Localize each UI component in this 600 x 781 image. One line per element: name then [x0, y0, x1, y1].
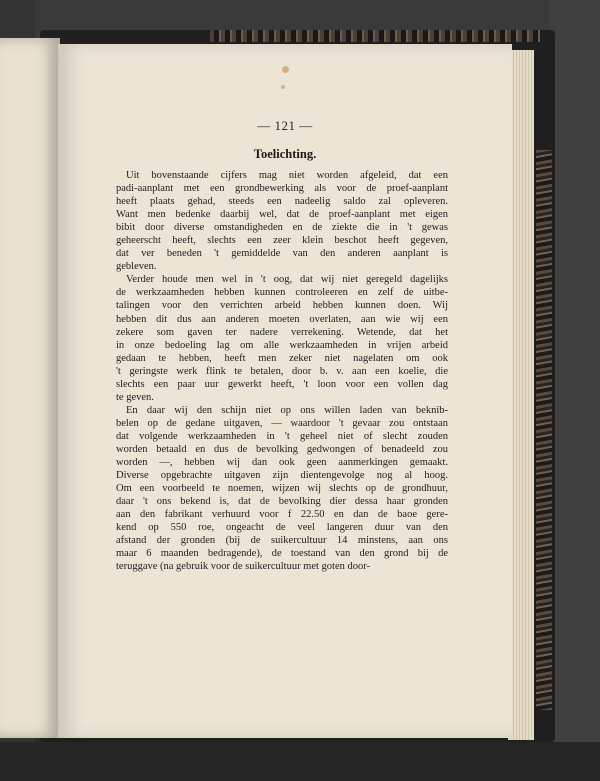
text-line: talingen voor den verrichten arbeid hebben kunnen doen. Wij	[116, 300, 448, 312]
text-line: te geven.	[116, 391, 154, 403]
book-cover-marbled-top	[210, 30, 540, 42]
left-page	[0, 38, 60, 738]
text-line: belen op de gedane uitgaven, — waardoor 't gevaar zou ontstaan	[116, 417, 448, 429]
book-cover-marbled-side	[536, 150, 552, 710]
text-line: En daar wij den schijn niet op ons willen laden van beknib-	[126, 404, 448, 416]
text-line: bibit door diverse omstandigheden en de ziekte die in 't gewas	[116, 222, 448, 234]
body-text	[116, 169, 448, 573]
text-line: gedaan te hebben, heeft men zeker niet nagelaten om ook	[116, 352, 448, 364]
text-line: afstand der gronden (bij de suikercultuur 14 minstens, aan ons	[116, 535, 448, 547]
text-line: Want men bedenke daarbij wel, dat de proef-aanplant met eigen	[116, 209, 448, 221]
background-bottom	[0, 742, 600, 781]
text-line: aan den fabrikant verhuurd voor f 22.50 en dan de baoe gere-	[116, 509, 448, 521]
foxing-spot	[281, 85, 285, 89]
text-line: kend op 550 roe, ongeacht de veel langeren duur van den	[116, 522, 448, 534]
text-line: gebleven.	[116, 261, 157, 273]
text-line: 't geringste werk flink te betalen, door b. v. aan een koelie, die	[116, 365, 448, 377]
text-line: worden betaald en dus de bevolking gedwongen of benadeeld zou	[116, 443, 448, 455]
text-line: worden —, hebben wij dan ook geen aanmerkingen gemaakt.	[116, 457, 448, 469]
section-heading: Toelichting.	[253, 147, 317, 161]
background-right	[550, 0, 600, 781]
text-line: Verder houde men wel in 't oog, dat wij niet geregeld dagelijks	[126, 274, 448, 286]
page-number: — 121 —	[257, 118, 313, 133]
text-line: Om een voorbeeld te noemen, wijzen wij slechts op de grondhuur,	[116, 483, 448, 495]
text-line: in onze bedoeling lag om alle werkzaamheden in vrijen arbeid	[116, 339, 448, 351]
text-line: Uit bovenstaande cijfers mag niet worden afgeleid, dat een	[126, 170, 448, 181]
text-line: dat ver beneden 't gemiddelde van den anderen aanplant is	[116, 248, 448, 260]
text-line: hebben dit dus aan anderen moeten overlaten, aan wie wij een	[116, 313, 448, 325]
foxing-spot	[282, 66, 289, 73]
text-line: daar 't ons bekend is, dat de bevolking dier dessa haar gronden	[116, 496, 448, 508]
text-line: maar 6 maanden bedragende), de toestand van den grond bij de	[116, 548, 448, 560]
text-line: teruggave (na gebruik voor de suikercultuur met goten door-	[116, 561, 371, 573]
text-line: geheerscht heeft, slechts een zeer klein beschot heeft gegeven,	[116, 235, 448, 247]
right-page	[58, 44, 512, 738]
text-line: zekere som gaven ter nadere verrekening. Wetende, dat het	[116, 326, 448, 338]
text-line: de werkzaamheden hebben kunnen controleeren en zelf de uitbe-	[116, 287, 448, 299]
text-line: dat volgende werkzaamheden in 't geheel niet of slecht zouden	[116, 430, 448, 442]
text-line: Diverse opgebrachte uitgaven zijn dientengevolge nog al hoog.	[116, 470, 448, 482]
text-line: slechts een paar uur gewerkt heeft, 't loon voor een vollen dag	[116, 378, 448, 390]
text-line: heeft plaats gehad, steeds een nadeelig saldo zal opleveren.	[116, 196, 448, 208]
text-line: padi-aanplant met een grondbewerking als voor de proef-aanplant	[116, 183, 448, 195]
